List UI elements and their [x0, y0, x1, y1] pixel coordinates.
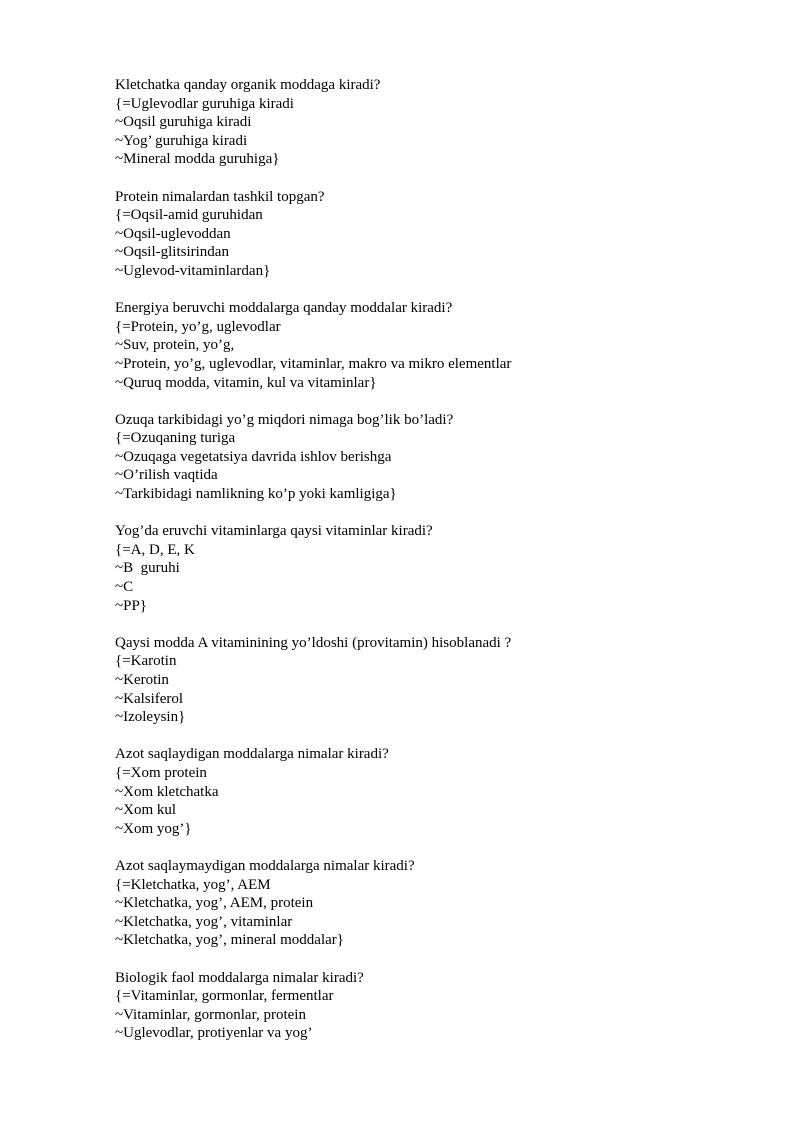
question-block [115, 76, 755, 169]
answer-option: ~Tarkibidagi namlikning ko’p yoki kamligiga} [115, 486, 397, 503]
answer-option: {=Protein, yo’g, uglevodlar [115, 318, 281, 335]
answer-option: {=Xom protein [115, 764, 207, 781]
answer-option: ~Oqsil-glitsirindan [115, 244, 229, 261]
answer-option: ~Xom kul [115, 802, 177, 819]
question-text: Protein nimalardan tashkil topgan? [115, 188, 325, 205]
question-text: Ozuqa tarkibidagi yo’g miqdori nimaga bog’lik bo’ladi? [115, 411, 454, 428]
answer-option: ~Uglevodlar, protiyenlar va yog’ [115, 1025, 313, 1042]
question-block [115, 745, 755, 838]
question-text: Energiya beruvchi moddalarga qanday moddalar kiradi? [115, 300, 453, 317]
answer-option: ~B guruhi [115, 560, 180, 577]
answer-option: {=Ozuqaning turiga [115, 430, 236, 447]
answer-option: ~Kletchatka, yog’, AEM, protein [115, 895, 314, 912]
question-block [115, 634, 755, 727]
answer-option: ~Suv, protein, yo’g, [115, 337, 235, 354]
answer-option: {=Oqsil-amid guruhidan [115, 207, 263, 224]
question-text: Kletchatka qanday organik moddaga kiradi? [115, 77, 381, 93]
answer-option: ~Izoleysin} [115, 709, 186, 726]
question-block [115, 969, 755, 1043]
answer-option: ~Kerotin [115, 672, 169, 688]
answer-option: ~Oqsil-uglevoddan [115, 225, 231, 242]
question-text: Azot saqlaymaydigan moddalarga nimalar kiradi? [115, 857, 415, 874]
answer-option: {=Vitaminlar, gormonlar, fermentlar [115, 988, 334, 1005]
question-block [115, 857, 755, 950]
answer-option: {=A, D, E, K [115, 541, 195, 558]
answer-option: ~O’rilish vaqtida [115, 467, 218, 484]
question-block [115, 522, 755, 615]
answer-option: ~PP} [115, 597, 147, 614]
question-list [115, 76, 755, 1061]
question-text: Yog’da eruvchi vitaminlarga qaysi vitaminlar kiradi? [115, 523, 433, 540]
answer-option: ~Kletchatka, yog’, vitaminlar [115, 913, 293, 930]
answer-option: ~Kalsiferol [115, 690, 184, 707]
answer-option: ~C [115, 579, 134, 596]
answer-option: {=Uglevodlar guruhiga kiradi [115, 95, 294, 112]
answer-option: ~Protein, yo’g, uglevodlar, vitaminlar, makro va mikro elementlar [115, 355, 512, 372]
answer-option: ~Yog’ guruhiga kiradi [115, 132, 248, 149]
question-block [115, 188, 755, 281]
answer-option: ~Oqsil guruhiga kiradi [115, 114, 252, 131]
question-text: Biologik faol moddalarga nimalar kiradi? [115, 969, 364, 986]
answer-option: ~Kletchatka, yog’, mineral moddalar} [115, 932, 344, 949]
answer-option: ~Uglevod-vitaminlardan} [115, 262, 271, 279]
answer-option: ~Xom yog’} [115, 820, 192, 837]
answer-option: ~Xom kletchatka [115, 783, 219, 800]
answer-option: ~Vitaminlar, gormonlar, protein [115, 1006, 306, 1023]
question-text: Azot saqlaydigan moddalarga nimalar kiradi? [115, 746, 389, 763]
question-text: Qaysi modda A vitaminining yo’ldoshi (provitamin) hisoblanadi ? [115, 634, 512, 651]
answer-option: ~Mineral modda guruhiga} [115, 151, 280, 168]
answer-option: ~Quruq modda, vitamin, kul va vitaminlar} [115, 374, 377, 391]
question-block [115, 299, 755, 392]
answer-option: {=Kletchatka, yog’, AEM [115, 876, 271, 893]
answer-option: {=Karotin [115, 653, 177, 670]
answer-option: ~Ozuqaga vegetatsiya davrida ishlov berishga [115, 448, 392, 465]
question-block [115, 411, 755, 504]
